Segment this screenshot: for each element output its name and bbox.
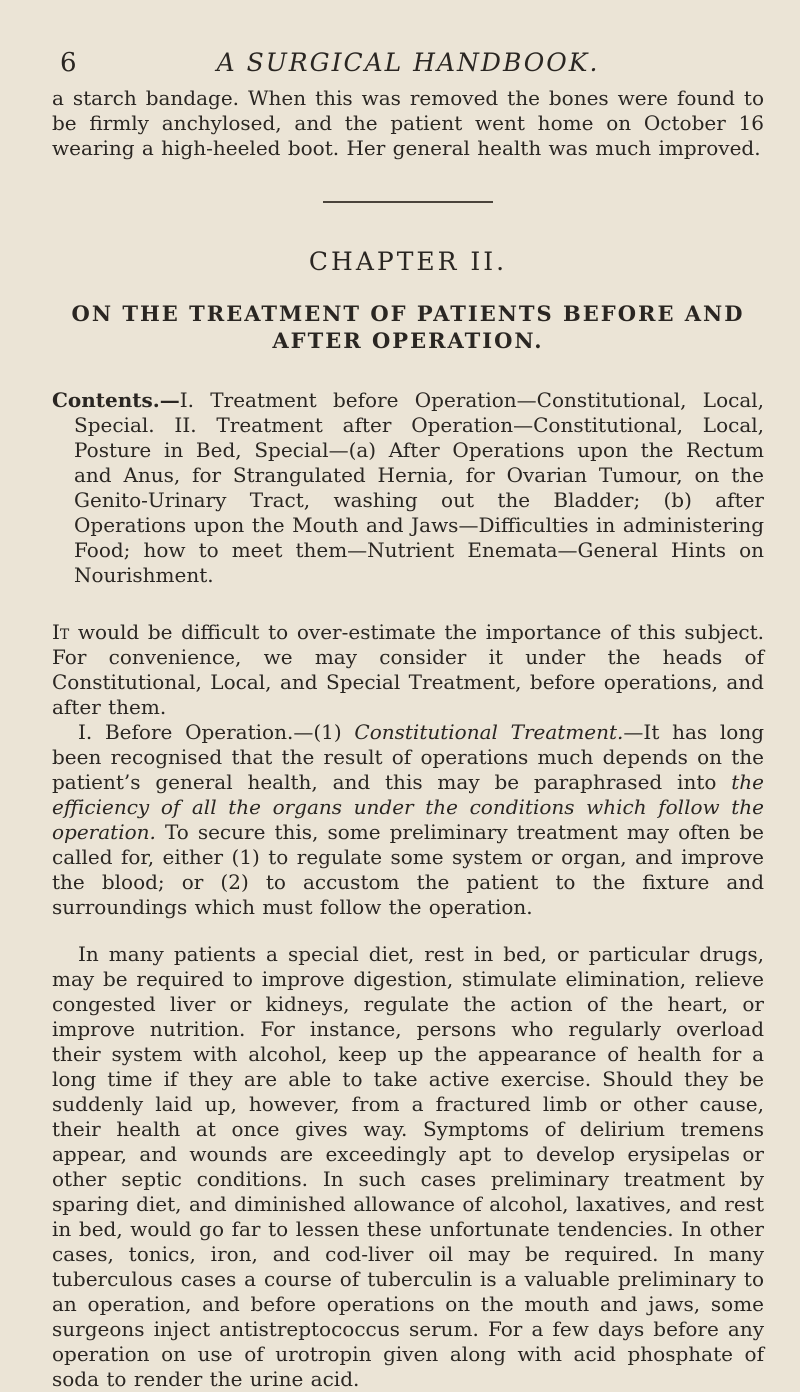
section-one-lead: I. Before Operation.—(1) — [78, 720, 355, 744]
chapter-contents — [52, 388, 764, 588]
chapter-title: ON THE TREATMENT OF PATIENTS BEFORE AND AFTER OPERATION. — [71, 301, 745, 353]
section-one-emphasis: the efficiency of all the organs under the conditions which follow the operation. — [52, 770, 764, 844]
running-title: A SURGICAL HANDBOOK. — [216, 48, 600, 77]
running-header — [52, 42, 764, 82]
section-one-paragraph — [52, 720, 764, 920]
section-one-text-b: To secure this, some preliminary treatment may often be called for, either (1) to regulate some system or organ, and improve the blood; or (2) to accustom the patient to the fixture and surroundings which must follow the operation. — [52, 820, 764, 919]
diet-paragraph: In many patients a special diet, rest in bed, or particular drugs, may be required to improve digestion, stimulate elimination, relieve congested liver or kidneys, regulate the action of the heart, or improve nutrition. For instance, persons who regularly overload their system with alcohol, keep up the appearance of health for a long time if they are able to take active exercise. Should they be suddenly laid up, however, from a fractured limb or other cause, their health at once gives way. Symptoms of delirium tremens appear, and wounds are exceedingly apt to develop erysipelas or other septic conditions. In such cases preliminary treatment by sparing diet, and diminished allowance of alcohol, laxatives, and rest in bed, would go far to lessen these unfortunate tendencies. In other cases, tonics, iron, and cod-liver oil may be required. In many tuberculous cases a course of tuberculin is a valuable preliminary to an operation, and before operations on the mouth and jaws, some surgeons inject antistreptococcus serum. For a few days before any operation on use of urotropin given along with acid phosphate of soda to render the urine acid. — [52, 942, 764, 1391]
contents-text: I. Treatment before Operation—Constitutional, Local, Special. II. Treatment after Operation—Constitutional, Local, Posture in Bed, Special—(a) After Operations upon the Rectum and Anus, for Strangulated Hernia, for Ovarian Tumour, on the Genito-Urinary Tract, washing out the Bladder; (b) after Operations upon the Mouth and Jaws—Difficulties in administering Food; how to meet them—Nutrient Enemata—General Hints on Nourishment. — [74, 388, 764, 587]
section-divider — [323, 201, 493, 203]
contents-label: Contents.— — [52, 388, 180, 412]
section-one-text-a: —It has long been recognised that the result of operations much depends on the patient’s general health, and this may be paraphrased into — [52, 720, 765, 794]
page-number: 6 — [60, 48, 77, 78]
intro-text: would be difficult to over-estimate the importance of this subject. For convenience, we may consider it under the heads of Constitutional, Local, and Special Treatment, before operations, and after them. — [52, 620, 764, 719]
chapter-heading: CHAPTER II. — [308, 247, 508, 276]
intro-paragraph — [52, 620, 764, 720]
section-one-heading: Constitutional Treatment. — [354, 720, 624, 744]
intro-first-word: It — [52, 620, 70, 644]
carryover-paragraph: a starch bandage. When this was removed the bones were found to be firmly anchylosed, and the patient went home on October 16 wearing a high-heeled boot. Her general health was much improved. — [52, 86, 764, 160]
